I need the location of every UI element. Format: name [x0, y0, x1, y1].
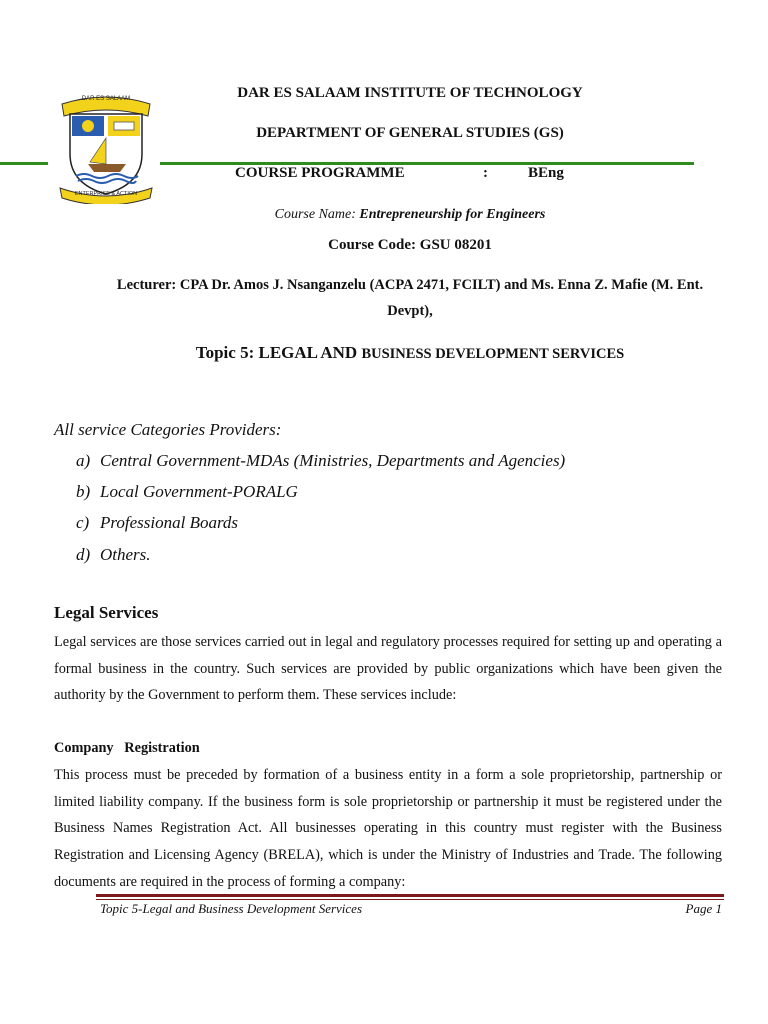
course-name-label: Course Name:	[274, 207, 356, 222]
programme-value: BEng	[528, 165, 564, 181]
list-item	[76, 482, 298, 502]
crest-bottom-banner-text: ENTERPRISE & ACTION	[74, 191, 138, 197]
footer-rule-thin	[96, 899, 724, 900]
topic-title	[60, 343, 760, 363]
providers-intro: All service Categories Providers:	[54, 420, 282, 439]
page-number: Page 1	[685, 901, 722, 916]
lecturer-line-1: Lecturer: CPA Dr. Amos J. Nsanganzelu (ACPA 2471, FCILT) and Ms. Enna Z. Mafie (M. Ent.	[116, 277, 704, 293]
list-item	[76, 513, 238, 533]
legal-services-heading: Legal Services	[54, 603, 159, 622]
lecturer-line-2: Devpt),	[387, 303, 433, 319]
topic-prefix: Topic 5: LEGAL AND	[195, 343, 362, 362]
list-marker: c)	[76, 513, 90, 532]
list-item	[76, 451, 565, 471]
topic-suffix: BUSINESS DEVELOPMENT SERVICES	[361, 346, 625, 362]
footer-rule-thick	[96, 894, 724, 897]
crest-top-banner-text: DAR ES SALAAM	[81, 96, 131, 102]
list-item	[76, 545, 151, 565]
list-item-text: Local Government-PORALG	[100, 482, 298, 501]
course-name	[100, 207, 720, 223]
programme-label: COURSE PROGRAMME	[235, 165, 405, 181]
crest-emblem	[52, 92, 160, 204]
course-code: Course Code: GSU 08201	[328, 237, 492, 253]
list-marker: d)	[76, 545, 91, 564]
list-item-text: Central Government-MDAs (Ministries, Departments and Agencies)	[100, 451, 566, 470]
institute-name: DAR ES SALAAM INSTITUTE OF TECHNOLOGY	[237, 85, 583, 101]
list-item-text: Others.	[100, 545, 151, 564]
programme-separator: :	[483, 165, 488, 181]
list-marker: b)	[76, 482, 91, 501]
list-item-text: Professional Boards	[100, 513, 239, 532]
company-registration-heading: Company Registration	[54, 740, 200, 756]
company-registration-paragraph: This process must be preceded by formation of a business entity in a form a sole proprietorship, partnership or limited liability company. If the business form is sole proprietorship or partnership it must be registered under the Business Names Registration Act. All businesses operating in this country must register with the Business Registration and Licensing Agency (BRELA), which is under the Ministry of Industries and Trade. The following documents are required in the process of forming a company:	[54, 767, 722, 890]
list-marker: a)	[76, 451, 91, 470]
legal-services-paragraph: Legal services are those services carried out in legal and regulatory processes required for setting up and operating a formal business in the country. Such services are provided by public organizations which have been given the authority by the Government to perform them. These services include:	[54, 634, 722, 704]
department-name: DEPARTMENT OF GENERAL STUDIES (GS)	[256, 125, 564, 141]
footer-title: Topic 5-Legal and Business Development Services	[100, 901, 362, 916]
institute-crest	[52, 92, 160, 204]
header-rule-left	[0, 162, 48, 165]
course-name-value: Entrepreneurship for Engineers	[359, 207, 546, 222]
